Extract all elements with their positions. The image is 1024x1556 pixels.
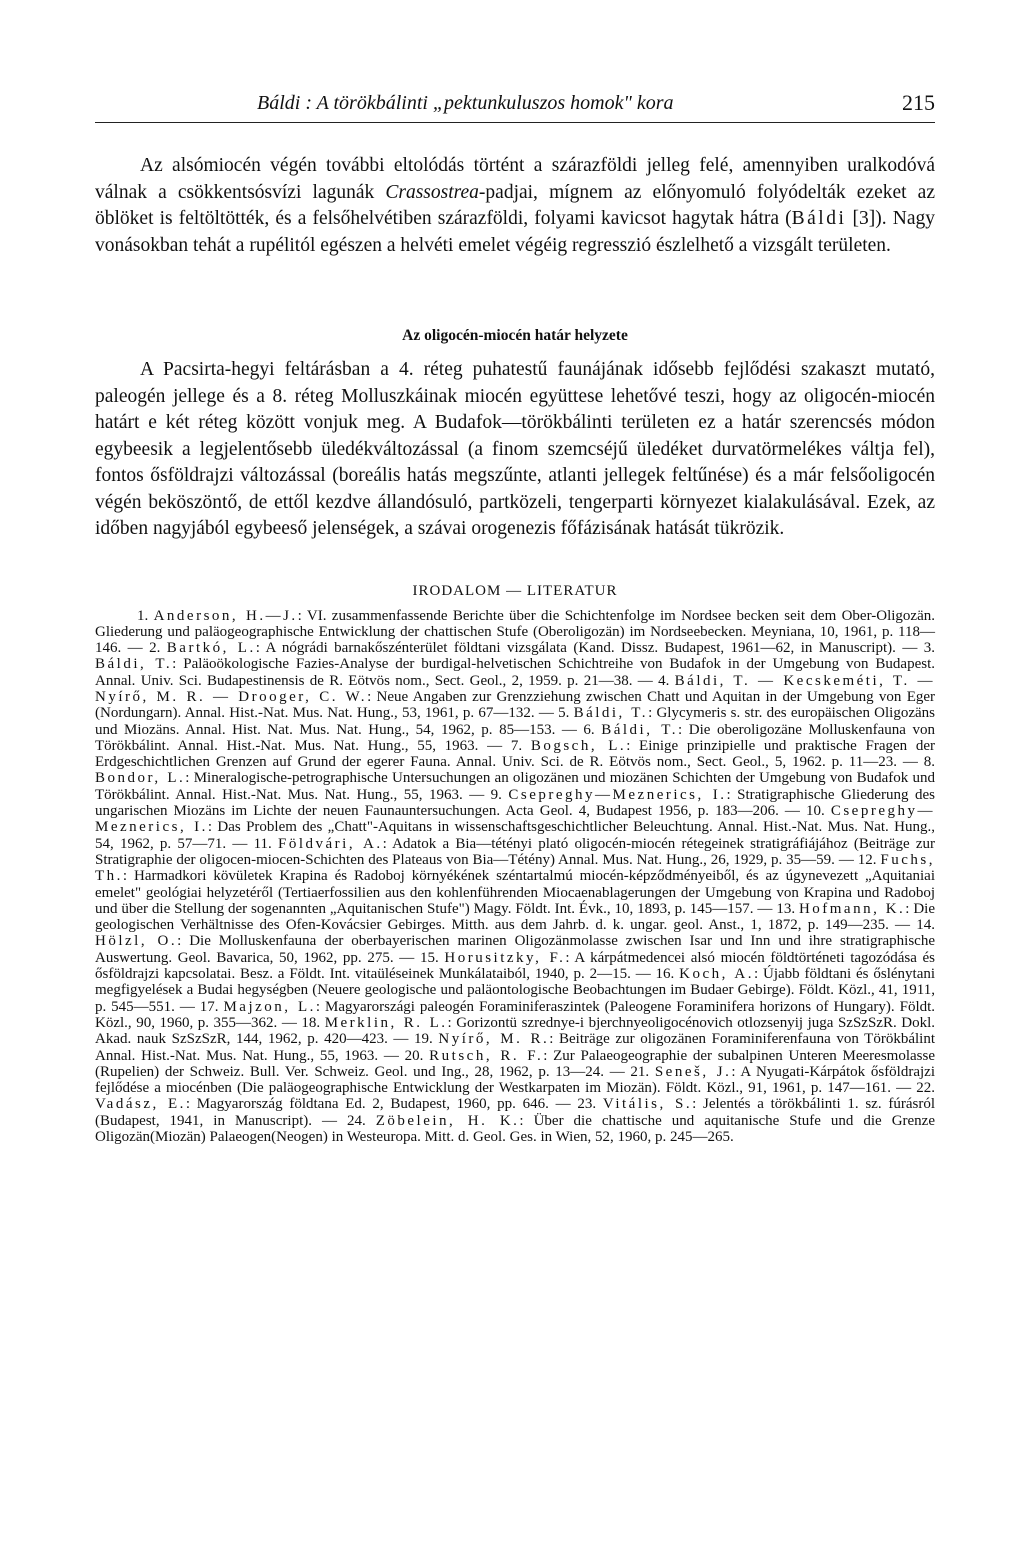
references-list xyxy=(95,608,935,1146)
reference-author: Anderson, H.—J. xyxy=(153,607,298,624)
reference-author: Csepreghy—Meznerics, I. xyxy=(95,803,935,836)
reference-number: 7. xyxy=(510,737,531,754)
reference-number: 15. xyxy=(419,949,445,966)
reference-author: Koch, A. xyxy=(679,966,754,983)
reference-text: : Einige prinzipielle und praktische Fragen der Erdgeschichtlichen Grenzen auf Grund der egerer Fauna. Annal. Univ. Sci. de R. Eötvös nom., Sect. Geol., 5, 1962. p. 11—23. — xyxy=(95,737,936,771)
reference-author: Vitális, S. xyxy=(602,1096,693,1113)
reference-text: : Magyarországi paleogén Foraminiferaszintek (Paleogene Foraminifera horizons of Hungary). Földt. Közl., 90, 1960, p. 355—362. — xyxy=(95,998,936,1031)
reference-author: Horusitzky, F. xyxy=(444,949,566,966)
reference-number: 22. xyxy=(916,1080,935,1097)
para1-text-c: [3]). Nagy vonásokban tehát a rupélitól egészen a helvéti emelet végéig regresszió észlelhető a vizsgált területen. xyxy=(95,208,935,256)
reference-text: : Jelentés a törökbálinti 1. sz. fúrásról (Budapest, 1941, in Manuscript). — xyxy=(95,1096,935,1129)
reference-author: Báldi, T. xyxy=(601,721,679,738)
reference-text: : Über die chattische und aquitanische Stufe und die Grenze Oligozän(Miozän) Palaeogen(Neogen) in Westeuropa. Mitt. d. Geol. Ges. in Wien, 52, 1960, p. 245—265. xyxy=(95,1112,935,1145)
reference-number: 2. xyxy=(149,640,167,657)
para1-text-a: Az alsómiocén végén további eltolódás történt a szárazföldi jelleg felé, amennyiben uralkodóvá válnak a csökkentsósvízi lagunák xyxy=(95,155,935,203)
reference-number: 20. xyxy=(404,1047,430,1064)
reference-text: : Adatok a Bia—tétényi plató oligocén-miocén rétegeinek stratigráfiájához (Beiträge zur Stratigraphie der oligocen-miocen-Schichten des Plateaus von Bia—Tétény) Annal. Mus. Nat. Hung., 26, 1929, p. 35—59. — xyxy=(95,835,935,868)
reference-number: 19. xyxy=(414,1031,439,1048)
running-title: Báldi : A törökbálinti „pektunkuluszos homok" kora xyxy=(257,92,674,114)
page-number: 215 xyxy=(902,90,935,115)
reference-author: Zöbelein, H. K. xyxy=(375,1112,520,1129)
reference-text: : Harmadkori kövületek Krapina és Radoboj környékének széntartalmú miocén-képződményeiből, és az úgynevezett „Aquitaniai emelet" geológiai helyzetéről (Tertiaerfossilien aus den kohlenführenden Miocaenablagerungen der Umgebung von Krapina und Radoboj und über die Stellung der sogenannten „Aquitanischen Stufe") Magy. Földt. Int. Évk., 10, 1893, p. 145—157. — xyxy=(95,868,935,917)
reference-item xyxy=(149,640,924,656)
reference-text: : Beiträge zur oligozänen Foraminiferenfauna von Törökbálint Annal. Hist.-Nat. Mus. Nat. Hung., 55, 1963. — xyxy=(95,1031,935,1064)
reference-number: 10. xyxy=(806,803,831,820)
reference-number: 13. xyxy=(776,900,799,917)
reference-author: Hofmann, K. xyxy=(798,900,906,917)
reference-author: Majzon, L. xyxy=(223,998,316,1015)
section-heading: Az oligocén-miocén határ helyzete xyxy=(402,327,628,344)
reference-number: 3. xyxy=(923,640,935,657)
reference-author: Csepreghy—Meznerics, I. xyxy=(508,786,727,803)
reference-number: 21. xyxy=(630,1063,655,1080)
reference-author: Bondor, L. xyxy=(95,770,186,787)
reference-text: : Die oberoligozäne Molluskenfauna von Törökbálint. Annal. Hist.-Nat. Mus. Nat. Hung., 55, 1963. — xyxy=(95,721,935,754)
reference-author: Fuchs, Th. xyxy=(95,851,935,885)
page xyxy=(95,90,935,1145)
reference-text: : A Nyugati-Kárpátok ősföldrajzi fejlődése a miocénben (Die paläogeographische Entwicklung der Westkarpaten im Miozän). Földt. Közl., 91, 1961, p. 147—161. — xyxy=(95,1063,935,1097)
reference-number: 8. xyxy=(923,754,935,771)
reference-text: : VI. zusammenfassende Berichte über die Schichtenfolge im Nordsee becken seit dem Ober-Oligozän. Gliederung und paläogeographische Entwicklung der chattischen Stufe (Oberoligozän) im Nordseebecken. Meyniana, 10, 1961, p. 118—146. — xyxy=(95,607,935,657)
reference-text: : Stratigraphische Gliederung des ungarischen Miozäns im Lichte der neuen Faunauntersuchungen. Acta Geol. 4, Budapest 1956, p. 183—206. — xyxy=(95,786,935,820)
reference-author: Vadász, E. xyxy=(95,1096,186,1113)
para1-text-b: -padjai, mígnem az előnyomuló folyódelták ezeket az öblöket is feltöltötték, és a felsőhelvétiben szárazföldi, folyami kavicsot hagytak hátra ( xyxy=(95,181,935,229)
reference-author: Rutsch, R. F. xyxy=(429,1047,544,1064)
reference-text: : Paläoökologische Fazies-Analyse der burdigal-helvetischen Schichtreihe von Budafok in der Umgebung von Budapest. Annal. Univ. Sci. Budapestinensis de R. Eötvös nom., Sect. Geol., 2, 1959. p. 21—38. — xyxy=(95,656,935,689)
reference-number: 12. xyxy=(857,851,881,868)
reference-text: : Die geologischen Verhältnisse des Ofen-Kovácsier Gebirges. Mitth. aus dem Jahrb. d. k. ungar. geol. Anst., 1, 1872, p. 149—235. — xyxy=(95,900,935,934)
reference-text: : Újabb földtani és őslénytani megfigyelések a Budai hegységben (Neuere geologische und paläontologische Beobachtungen im Budaer Gebirge). Földt. Közl., 41, 1911, p. 545—551. — xyxy=(95,966,936,1015)
reference-number: 11. xyxy=(253,835,279,852)
reference-number: 4. xyxy=(658,672,675,689)
reference-author: Földvári, A. xyxy=(278,835,383,852)
reference-number: 6. xyxy=(583,721,602,738)
reference-author: Báldi, T. — Kecskeméti, T. — Nyírő, M. R. — Drooger, C. W. xyxy=(95,672,936,705)
reference-number: 14. xyxy=(916,917,935,934)
reference-author: Nyírő, M. R. xyxy=(438,1031,550,1048)
reference-text: : Mineralogische-petrographische Untersuchungen an oligozänen und miozänen Schichten der Umgebung von Budafok und Törökbálint. Annal. Hist.-Nat. Mus. Nat. Hung., 55, 1963. — xyxy=(95,770,935,803)
reference-number: 5. xyxy=(558,705,574,722)
body-paragraph-1 xyxy=(95,153,935,259)
reference-author: Hölzl, O. xyxy=(95,933,178,950)
reference-text: : Glycymeris s. str. des europäischen Oligozäns und Miozäns. Annal. Hist. Nat. Mus. Nat. Hung., 54, 1962, p. 85—153. — xyxy=(95,705,936,738)
reference-author: Merklin, R. L. xyxy=(324,1014,448,1031)
reference-author: Báldi, T. xyxy=(573,705,649,722)
references-heading: IRODALOM — LITERATUR xyxy=(412,582,618,599)
cited-author: Báldi xyxy=(791,208,847,229)
reference-number: 1. xyxy=(137,607,154,624)
reference-author: Báldi, T. xyxy=(95,656,173,673)
reference-text: : Neue Angaben zur Grenzziehung zwischen Chatt und Aquitan in der Umgebung von Eger (Nordungarn). Annal. Hist.-Nat. Mus. Nat. Hung., 53, 1961, p. 67—132. — xyxy=(95,688,936,722)
reference-number: 24. xyxy=(346,1112,376,1129)
genus-name: Crassostrea xyxy=(385,181,479,203)
body-paragraph-2: A Pacsirta-hegyi feltárásban a 4. réteg puhatestű faunájának idősebb fejlődési szakaszt mutató, paleogén jellege és a 8. réteg Molluszkáinak miocén együttese lehetővé teszi, hogy az oligocén-miocén határt e két réteg között vonjuk meg. A Budafok—törökbálinti területen ez a határ szerencsés módon egybeesik a legjelentősebb üledékváltozással (a finom szemcséjű üledéket durvatörmelékes váltja fel), fontos ősföldrajzi változással (boreális hatás megszűnte, atlanti jellegek feltűnése) és a már felsőoligocén végén beköszöntő, de ettől kezdve állandósuló, partközeli, tengerparti környezet kialakulásával. Ezek, az időben nagyjából egybeeső jelenségek, a szávai orogenezis főfázisának hatását tükrözik. xyxy=(95,359,935,539)
reference-text: : Gorizontü szrednye-i bjerchnyeoligocénovich otlozsenyij juga SzSzSzR. Dokl. Akad. nauk SzSzSzR, 144, 1962, p. 420—423. — xyxy=(95,1014,935,1048)
reference-number: 16. xyxy=(655,966,680,983)
reference-text: : Magyarország földtana Ed. 2, Budapest, 1960, pp. 646. — xyxy=(185,1096,578,1113)
reference-number: 9. xyxy=(490,786,509,803)
reference-author: Seneš, J. xyxy=(654,1063,732,1080)
reference-text: : Zur Palaeogeographie der subalpinen Unteren Meeresmolasse (Rupelien) der Schweiz. Bull. Ver. Schweiz. Geol. und Ing., 28, 1962, p. 13—24. — xyxy=(95,1047,936,1080)
reference-number: 17. xyxy=(199,998,224,1015)
reference-text: : Das Problem des „Chatt"-Aquitans in wissenschaftsgeschichtlicher Beleuchtung. Annal. Hist.-Nat. Mus. Nat. Hung., 54, 1962, p. 57—71. — xyxy=(95,819,935,852)
reference-number: 23. xyxy=(577,1096,603,1113)
reference-number: 18. xyxy=(301,1014,325,1031)
reference-text: : Die Molluskenfauna der oberbayerischen marinen Oligozänmolasse zwischen Isar und Inn und ihre stratigraphische Auswertung. Geol. Bavarica, 50, 1962, pp. 275. — xyxy=(95,933,935,966)
running-head xyxy=(95,90,935,123)
reference-author: Bogsch, L. xyxy=(530,737,627,754)
reference-text: : A kárpátmedencei alsó miocén földtörténeti tagozódása és ősföldrajzi kapcsolatai. Besz. a Földt. Int. vitaüléseinek Munkálataiból, 1940, p. 2—15. — xyxy=(95,949,936,983)
reference-text: : A nógrádi barnakőszénterület földtani vizsgálata (Kand. Dissz. Budapest, 1961—62, in Manuscript). — xyxy=(255,640,924,657)
reference-author: Bartkó, L. xyxy=(166,640,256,657)
